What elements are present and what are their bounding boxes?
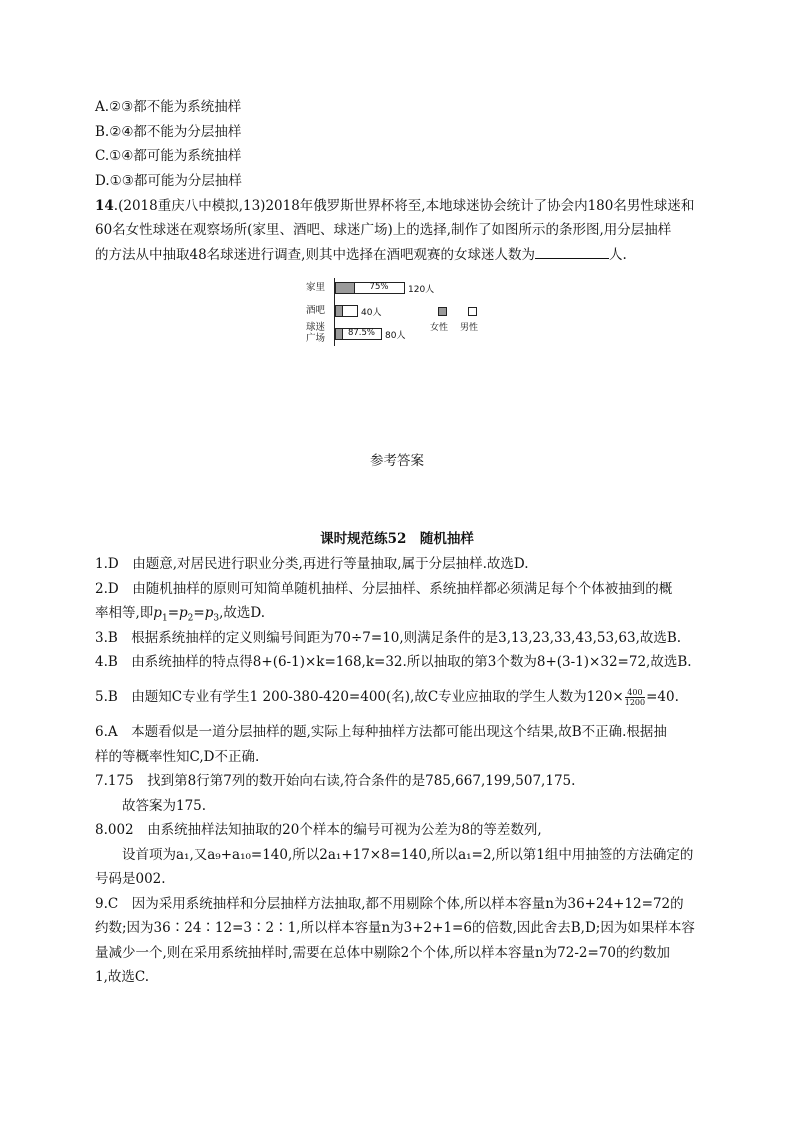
- answer-blank: [535, 246, 609, 259]
- answer-7-line-2: 故答案为175.: [122, 798, 207, 814]
- question-14-text-1: .(2018重庆八中模拟,13)2018年俄罗斯世界杯将至,本地球迷协会统计了协会内180名男性球迷和: [113, 198, 695, 214]
- answer-7-line-1: 7.175 找到第8行第7列的数开始向右读,符合条件的是785,667,199,507,175.: [95, 773, 576, 789]
- bar-chart: [306, 278, 506, 350]
- bar: [335, 282, 405, 294]
- total-label: 120人: [408, 285, 435, 295]
- legend-label-female: 女性: [430, 323, 449, 333]
- answer-5: [95, 688, 679, 707]
- option-c: C.①④都可能为系统抽样: [95, 148, 242, 164]
- category-label: 酒吧: [306, 305, 326, 316]
- answer-5-end: =40.: [646, 689, 679, 705]
- answer-6-line-2: 样的等概率性知C,D不正确.: [95, 749, 260, 765]
- category-label: 家里: [306, 282, 326, 293]
- bar-segment-female: [336, 306, 343, 316]
- question-14-text-3: 的方法从中抽取48名球迷进行调查,则其中选择在酒吧观赛的女球迷人数为: [95, 247, 535, 263]
- legend-swatch-male: [468, 307, 477, 316]
- answer-9-line-1: 9.C 因为采用系统抽样和分层抽样方法抽取,都不用剔除个体,所以样本容量n为36+24+12=72的: [95, 896, 684, 912]
- bar: [335, 328, 382, 340]
- total-label: 40人: [361, 308, 382, 318]
- answer-8-line-3: 号码是002.: [95, 871, 166, 887]
- answer-2-line-2: 率相等,即$p_1=p_2=p_3$,故选D.: [95, 605, 266, 624]
- fraction-numerator: 400: [625, 688, 645, 698]
- answer-5-text: 5.B 由题知C专业有学生1 200-380-420=400(名),故C专业应抽取的学生人数为120×: [95, 689, 624, 705]
- answer-2-text: 率相等,即: [95, 605, 154, 621]
- answer-2-end: ,故选D.: [219, 605, 266, 621]
- answer-9-line-4: 1,故选C.: [95, 969, 150, 985]
- percent-label: 87.5%: [347, 328, 375, 338]
- answer-1: 1.D 由题意,对居民进行职业分类,再进行等量抽取,属于分层抽样.故选D.: [95, 556, 529, 572]
- p-symbol: p: [153, 605, 162, 621]
- question-14-line-1: [95, 197, 694, 215]
- question-14-line-3: [95, 246, 627, 264]
- category-label: 球迷 广场: [306, 322, 326, 344]
- percent-label: 75%: [369, 282, 389, 292]
- section-title: 课时规范练52 随机抽样: [320, 531, 474, 547]
- fraction: [625, 688, 645, 707]
- answer-9-line-2: 约数;因为36∶24∶12=3∶2∶1,所以样本容量n为3+2+1=6的倍数,因此舍去B,D;因为如果样本容: [95, 920, 695, 936]
- p-subscript: 2: [187, 613, 194, 624]
- answer-3: 3.B 根据系统抽样的定义则编号间距为70÷7=10,则满足条件的是3,13,23,33,43,53,63,故选B.: [95, 630, 682, 646]
- legend-label-male: 男性: [460, 323, 479, 333]
- option-d: D.①③都可能为分层抽样: [95, 173, 242, 189]
- bar: [335, 305, 358, 317]
- answer-8-line-1: 8.002 由系统抽样法知抽取的20个样本的编号可视为公差为8的等差数列,: [95, 822, 542, 838]
- legend-swatch-female: [438, 307, 447, 316]
- option-b: B.②④都不能为分层抽样: [95, 124, 242, 140]
- answer-8-line-2: 设首项为a₁,又a₉+a₁₀=140,所以2a₁+17×8=140,所以a₁=2,所以第1组中用抽签的方法确定的: [122, 847, 694, 863]
- p-symbol: p: [204, 605, 214, 621]
- question-number: 14: [95, 198, 114, 214]
- p-subscript: 3: [213, 613, 220, 624]
- answers-header: 参考答案: [370, 453, 424, 469]
- question-14-line-2: 60名女性球迷在观察场所(家里、酒吧、球迷广场)上的选择,制作了如图所示的条形图,用分层抽样: [95, 222, 672, 238]
- option-a: A.②③都不能为系统抽样: [95, 99, 242, 115]
- p-symbol: p: [179, 605, 188, 621]
- bar-segment-female: [336, 283, 355, 293]
- answer-4: 4.B 由系统抽样的特点得8+(6-1)×k=168,k=32.所以抽取的第3个数为8+(3-1)×32=72,故选B.: [95, 654, 692, 670]
- answer-2-line-1: 2.D 由随机抽样的原则可知简单随机抽样、分层抽样、系统抽样都必须满足每个个体被抽到的概: [95, 581, 673, 597]
- answer-6-line-1: 6.A 本题看似是一道分层抽样的题,实际上每种抽样方法都可能出现这个结果,故B不正确.根据抽: [95, 724, 667, 740]
- answer-9-line-3: 量减少一个,则在采用系统抽样时,需要在总体中剔除2个个体,所以样本容量n为72-2=70的约数加: [95, 945, 670, 961]
- total-label: 80人: [385, 331, 406, 341]
- fraction-denominator: 1200: [624, 698, 646, 707]
- p-subscript: 1: [161, 613, 168, 624]
- question-14-text-3-end: 人.: [608, 247, 627, 263]
